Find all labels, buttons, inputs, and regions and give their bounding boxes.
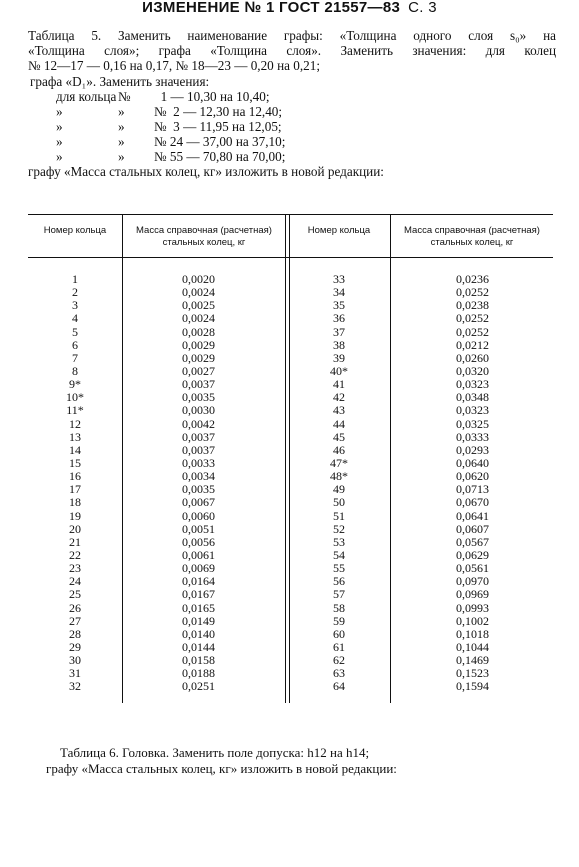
table-cell-mass: 0,0252 — [456, 324, 489, 339]
table-cell-mass: 0,0640 — [456, 455, 489, 470]
table-cell-ring-number: 36 — [333, 311, 345, 326]
table-cell-mass: 0,0037 — [182, 442, 215, 457]
table-cell-ring-number: 52 — [333, 521, 345, 536]
table-cell-mass: 0,0212 — [456, 337, 489, 352]
table-cell-ring-number: 35 — [333, 298, 345, 313]
table-cell-mass: 0,0037 — [182, 429, 215, 444]
table-cell-mass: 0,0260 — [456, 350, 489, 365]
table-cell-mass: 0,0025 — [182, 298, 215, 313]
table-cell-ring-number: 45 — [333, 429, 345, 444]
list-item-prefix2: » — [118, 103, 125, 119]
table-cell-mass: 0,1002 — [456, 613, 489, 628]
list-item-prefix1: » — [56, 103, 63, 119]
table-cell-ring-number: 44 — [333, 416, 345, 431]
column-mass-2 — [456, 273, 546, 694]
list-item-prefix2: » — [118, 118, 125, 134]
table-cell-mass: 0,1044 — [456, 639, 489, 654]
table-cell-mass: 0,0051 — [182, 521, 215, 536]
intro-line-2: «Толщина слоя»; графа «Толщина слоя». Заменить значения: для колец — [28, 43, 556, 59]
list-item-text: № 3 — 11,95 на 12,05; — [154, 118, 282, 134]
list-item-prefix1: для кольца — [56, 88, 117, 104]
table-cell-mass: 0,0042 — [182, 416, 215, 431]
table-cell-ring-number: 2 — [72, 285, 78, 300]
table-cell-ring-number: 14 — [69, 442, 81, 457]
table-cell-mass: 0,0567 — [456, 534, 489, 549]
table-cell-ring-number: 62 — [333, 653, 345, 668]
column-ring-number-2 — [290, 273, 388, 694]
footer-text — [46, 745, 397, 776]
table-cell-mass: 0,0027 — [182, 363, 215, 378]
intro-line-3: № 12—17 — 0,16 на 0,17, № 18—23 — 0,20 на 0,21; — [28, 58, 321, 74]
table-cell-mass: 0,1594 — [456, 679, 489, 694]
table-cell-ring-number: 28 — [69, 626, 81, 641]
document-title: ИЗМЕНЕНИЕ № 1 ГОСТ 21557—83 — [142, 0, 401, 16]
list-item-prefix1: » — [56, 133, 63, 149]
list-item-prefix2: » — [118, 133, 125, 149]
table-cell-ring-number: 16 — [69, 469, 81, 484]
table-cell-mass: 0,0067 — [182, 495, 215, 510]
table-cell-mass: 0,0144 — [182, 639, 215, 654]
list-item-prefix1: » — [56, 148, 63, 164]
table-cell-mass: 0,0969 — [456, 587, 489, 602]
table-cell-mass: 0,0037 — [182, 377, 215, 392]
page-number: С. 3 — [408, 0, 437, 16]
table-cell-mass: 0,0167 — [182, 587, 215, 602]
table-cell-mass: 0,0629 — [456, 547, 489, 562]
list-item-text: 1 — 10,30 на 10,40; — [154, 88, 270, 104]
table-cell-ring-number: 8 — [72, 363, 78, 378]
table-cell-mass: 0,0140 — [182, 626, 215, 641]
table-cell-ring-number: 11* — [66, 403, 84, 418]
table-cell-mass: 0,0323 — [456, 403, 489, 418]
table-cell-mass: 0,1469 — [456, 653, 489, 668]
list-item — [28, 134, 556, 149]
table-cell-mass: 0,0320 — [456, 363, 489, 378]
table-cell-mass: 0,0607 — [456, 521, 489, 536]
table-cell-mass: 0,0033 — [182, 455, 215, 470]
table-cell-ring-number: 18 — [69, 495, 81, 510]
table-cell-ring-number: 43 — [333, 403, 345, 418]
table-cell-ring-number: 23 — [69, 561, 81, 576]
table-cell-ring-number: 56 — [333, 574, 345, 589]
table-cell-mass: 0,0333 — [456, 429, 489, 444]
table-cell-mass: 0,0158 — [182, 653, 215, 668]
table-cell-mass: 0,0029 — [182, 350, 215, 365]
table-cell-mass: 0,1018 — [456, 626, 489, 641]
table-cell-ring-number: 42 — [333, 390, 345, 405]
table-cell-ring-number: 1 — [72, 272, 78, 286]
column-ring-number-1 — [30, 273, 120, 694]
header-mass-2: Масса справочная (расчетная) стальных колец, кг — [404, 225, 540, 248]
table-cell-ring-number: 17 — [69, 482, 81, 497]
table-cell-mass: 0,0561 — [456, 561, 489, 576]
table-cell-mass: 0,0238 — [456, 298, 489, 313]
list-item — [28, 119, 556, 134]
footer-line-2: графу «Масса стальных колец, кг» изложить в новой редакции: — [46, 760, 397, 776]
table-cell-mass: 0,0061 — [182, 547, 215, 562]
table-cell-mass: 0,0020 — [182, 272, 215, 286]
table-cell-ring-number: 13 — [69, 429, 81, 444]
table-cell-ring-number: 22 — [69, 547, 81, 562]
intro-text — [28, 28, 556, 179]
table-cell-ring-number: 55 — [333, 561, 345, 576]
table-cell-ring-number: 29 — [69, 639, 81, 654]
list-item — [28, 149, 556, 164]
table-cell-mass: 0,0028 — [182, 324, 215, 339]
table-cell-mass: 0,0149 — [182, 613, 215, 628]
table-cell-mass: 0,0713 — [456, 482, 489, 497]
table-cell-mass: 0,0993 — [456, 600, 489, 615]
table-cell-mass: 0,0165 — [182, 600, 215, 615]
list-item-text: № 24 — 37,00 на 37,10; — [154, 133, 286, 149]
list-item-prefix1: » — [56, 118, 63, 134]
table-cell-mass: 0,0252 — [456, 285, 489, 300]
table-cell-ring-number: 3 — [72, 298, 78, 313]
table-cell-mass: 0,0035 — [182, 390, 215, 405]
table-cell-mass: 0,0164 — [182, 574, 215, 589]
intro-line-5: графу «Масса стальных колец, кг» изложить в новой редакции: — [28, 163, 384, 179]
table-cell-mass: 0,0024 — [182, 311, 215, 326]
table-cell-ring-number: 61 — [333, 639, 345, 654]
column-mass-1 — [182, 273, 282, 694]
table-cell-mass: 0,0069 — [182, 561, 215, 576]
table-cell-mass: 0,0348 — [456, 390, 489, 405]
table-cell-ring-number: 41 — [333, 377, 345, 392]
list-item-text: № 55 — 70,80 на 70,00; — [154, 148, 286, 164]
table-cell-ring-number: 12 — [69, 416, 81, 431]
table-cell-ring-number: 32 — [69, 679, 81, 694]
table-cell-mass: 0,0970 — [456, 574, 489, 589]
table-cell-ring-number: 21 — [69, 534, 81, 549]
table-cell-ring-number: 54 — [333, 547, 345, 562]
table-cell-mass: 0,0188 — [182, 666, 215, 681]
table-cell-ring-number: 20 — [69, 521, 81, 536]
table-cell-ring-number: 33 — [333, 272, 345, 286]
table-cell-ring-number: 63 — [333, 666, 345, 681]
table-cell-ring-number: 34 — [333, 285, 345, 300]
header-rule — [28, 257, 553, 258]
table-cell-mass: 0,0641 — [456, 508, 489, 523]
table-cell-ring-number: 58 — [333, 600, 345, 615]
table-cell-ring-number: 47* — [330, 455, 348, 470]
header-mass-1: Масса справочная (расчетная) стальных колец, кг — [136, 225, 272, 248]
table-cell-mass: 0,1523 — [456, 666, 489, 681]
table-cell-ring-number: 51 — [333, 508, 345, 523]
mass-table — [28, 214, 553, 703]
table-cell-ring-number: 15 — [69, 455, 81, 470]
table-cell-mass: 0,0251 — [182, 679, 215, 694]
table-cell-mass: 0,0323 — [456, 377, 489, 392]
table-cell-mass: 0,0056 — [182, 534, 215, 549]
table-cell-mass: 0,0236 — [456, 272, 489, 286]
list-item-text: № 2 — 12,30 на 12,40; — [154, 103, 283, 119]
table-cell-mass: 0,0252 — [456, 311, 489, 326]
table-cell-ring-number: 4 — [72, 311, 78, 326]
table-cell-ring-number: 31 — [69, 666, 81, 681]
table-cell-ring-number: 53 — [333, 534, 345, 549]
list-item-prefix2: № — [118, 88, 131, 104]
intro-line-1: Таблица 5. Заменить наименование графы: «Толщина одного слоя s₀» на — [28, 28, 556, 43]
table-cell-ring-number: 37 — [333, 324, 345, 339]
table-cell-ring-number: 46 — [333, 442, 345, 457]
table-cell-mass: 0,0060 — [182, 508, 215, 523]
table-cell-ring-number: 57 — [333, 587, 345, 602]
table-divider — [122, 215, 123, 703]
table-cell-ring-number: 40* — [330, 363, 348, 378]
page-header — [0, 0, 579, 16]
table-cell-mass: 0,0293 — [456, 442, 489, 457]
table-cell-ring-number: 50 — [333, 495, 345, 510]
table-cell-mass: 0,0325 — [456, 416, 489, 431]
table-cell-ring-number: 64 — [333, 679, 345, 694]
table-cell-ring-number: 6 — [72, 337, 78, 352]
table-cell-ring-number: 9* — [69, 377, 81, 392]
table-cell-mass: 0,0029 — [182, 337, 215, 352]
header-ring-number-2: Номер кольца — [307, 225, 371, 236]
table-cell-ring-number: 7 — [72, 350, 78, 365]
table-cell-ring-number: 24 — [69, 574, 81, 589]
table-cell-mass: 0,0035 — [182, 482, 215, 497]
table-cell-ring-number: 27 — [69, 613, 81, 628]
table-cell-mass: 0,0024 — [182, 285, 215, 300]
table-cell-ring-number: 60 — [333, 626, 345, 641]
table-cell-ring-number: 25 — [69, 587, 81, 602]
table-cell-ring-number: 39 — [333, 350, 345, 365]
table-cell-ring-number: 30 — [69, 653, 81, 668]
value-replacement-list — [28, 89, 556, 164]
table-cell-mass: 0,0030 — [182, 403, 215, 418]
table-cell-mass: 0,0034 — [182, 469, 215, 484]
list-item — [28, 104, 556, 119]
table-cell-ring-number: 49 — [333, 482, 345, 497]
table-cell-ring-number: 19 — [69, 508, 81, 523]
table-divider — [390, 215, 391, 703]
table-cell-ring-number: 59 — [333, 613, 345, 628]
list-item-prefix2: » — [118, 148, 125, 164]
table-cell-ring-number: 10* — [66, 390, 84, 405]
table-cell-ring-number: 26 — [69, 600, 81, 615]
table-cell-mass: 0,0620 — [456, 469, 489, 484]
table-cell-mass: 0,0670 — [456, 495, 489, 510]
header-ring-number-1: Номер кольца — [43, 225, 107, 236]
list-item — [28, 89, 556, 104]
table-cell-ring-number: 38 — [333, 337, 345, 352]
table-cell-ring-number: 48* — [330, 469, 348, 484]
footer-line-1: Таблица 6. Головка. Заменить поле допуска: h12 на h14; — [60, 745, 370, 760]
table-cell-ring-number: 5 — [72, 324, 78, 339]
intro-line-4: графа «D₁». Заменить значения: — [30, 73, 210, 89]
